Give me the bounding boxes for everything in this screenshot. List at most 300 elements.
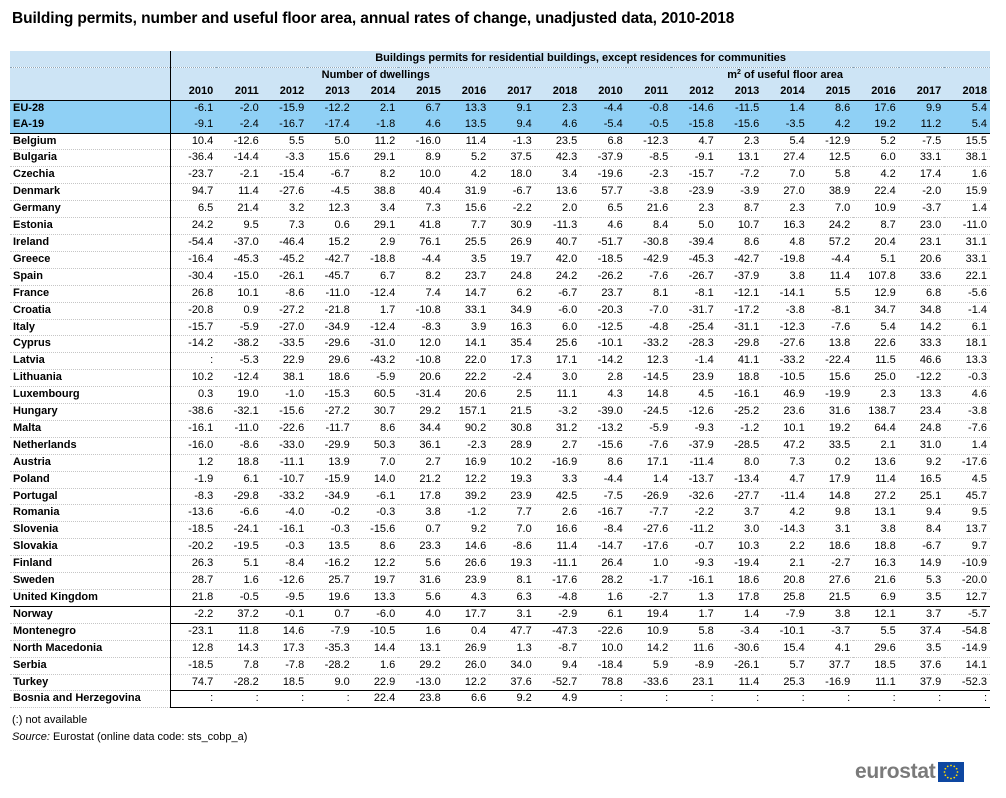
value-cell: 14.6 [444, 539, 490, 556]
value-cell: 3.1 [808, 522, 854, 539]
value-cell: 4.1 [808, 640, 854, 657]
year-header: 2010 [580, 84, 626, 100]
value-cell: -7.5 [899, 133, 945, 150]
value-cell: 26.8 [171, 285, 217, 302]
value-cell: -18.5 [171, 657, 217, 674]
value-cell: -16.0 [171, 437, 217, 454]
value-cell: -31.4 [398, 387, 444, 404]
value-cell: 20.6 [444, 387, 490, 404]
value-cell: -34.9 [307, 319, 353, 336]
group-header-dwellings: Number of dwellings [171, 67, 581, 83]
value-cell: 5.5 [262, 133, 308, 150]
value-cell: 13.5 [444, 117, 490, 133]
value-cell: 6.1 [216, 471, 262, 488]
value-cell: 23.0 [899, 218, 945, 235]
country-cell: Belgium [10, 133, 171, 150]
value-cell: 12.9 [853, 285, 899, 302]
value-cell: -2.4 [489, 370, 535, 387]
value-cell: 34.0 [489, 657, 535, 674]
value-cell: -3.4 [717, 623, 763, 640]
value-cell: -5.9 [353, 370, 399, 387]
value-cell: -4.4 [580, 471, 626, 488]
year-header: 2017 [489, 84, 535, 100]
year-header: 2012 [262, 84, 308, 100]
value-cell: 23.6 [762, 404, 808, 421]
value-cell: 22.0 [444, 353, 490, 370]
value-cell: 14.9 [899, 556, 945, 573]
value-cell: -8.4 [262, 556, 308, 573]
value-cell: 3.1 [489, 606, 535, 623]
value-cell: 11.5 [853, 353, 899, 370]
value-cell: 4.6 [580, 218, 626, 235]
value-cell: 9.1 [489, 100, 535, 116]
table-row [10, 336, 990, 353]
value-cell: -19.8 [762, 251, 808, 268]
value-cell: 19.0 [216, 387, 262, 404]
country-cell: Turkey [10, 674, 171, 691]
value-cell: 26.6 [444, 556, 490, 573]
value-cell: 37.6 [489, 674, 535, 691]
value-cell: -33.2 [762, 353, 808, 370]
value-cell: -2.0 [216, 100, 262, 116]
value-cell: 47.2 [762, 437, 808, 454]
value-cell: -26.7 [671, 268, 717, 285]
value-cell: -29.6 [307, 336, 353, 353]
value-cell: -37.9 [671, 437, 717, 454]
value-cell: 2.9 [353, 234, 399, 251]
value-cell: 9.2 [489, 691, 535, 708]
country-cell: Latvia [10, 353, 171, 370]
value-cell: 15.2 [307, 234, 353, 251]
value-cell: 18.8 [216, 454, 262, 471]
value-cell: 22.2 [444, 370, 490, 387]
value-cell: 24.2 [171, 218, 217, 235]
value-cell: 11.6 [671, 640, 717, 657]
value-cell: 17.4 [899, 167, 945, 184]
value-cell: 14.6 [262, 623, 308, 640]
value-cell: 18.5 [853, 657, 899, 674]
value-cell: 13.3 [444, 100, 490, 116]
country-cell: Spain [10, 268, 171, 285]
value-cell: 33.6 [899, 268, 945, 285]
value-cell: 6.0 [535, 319, 581, 336]
value-cell: -3.3 [262, 150, 308, 167]
value-cell: 38.1 [262, 370, 308, 387]
table-row [10, 268, 990, 285]
value-cell: -7.7 [626, 505, 672, 522]
value-cell: 18.6 [307, 370, 353, 387]
value-cell: -0.3 [353, 505, 399, 522]
value-cell: 6.7 [398, 100, 444, 116]
value-cell: 4.2 [762, 505, 808, 522]
table-row [10, 234, 990, 251]
value-cell: -10.8 [398, 302, 444, 319]
group-header-floor-area: $m^2$ of useful floor area [580, 67, 990, 83]
value-cell: 4.3 [580, 387, 626, 404]
value-cell: -29.9 [307, 437, 353, 454]
value-cell: -15.7 [171, 319, 217, 336]
value-cell: : [853, 691, 899, 708]
value-cell: 5.9 [626, 657, 672, 674]
value-cell: 0.2 [808, 454, 854, 471]
value-cell: 23.9 [444, 573, 490, 590]
value-cell: 19.7 [353, 573, 399, 590]
value-cell: -16.4 [171, 251, 217, 268]
value-cell: 0.9 [216, 302, 262, 319]
value-cell: 4.0 [398, 606, 444, 623]
value-cell: -11.7 [307, 420, 353, 437]
value-cell: -42.9 [626, 251, 672, 268]
value-cell: 9.4 [899, 505, 945, 522]
value-cell: 0.3 [171, 387, 217, 404]
value-cell: 10.3 [717, 539, 763, 556]
value-cell: -11.1 [262, 454, 308, 471]
value-cell: -31.7 [671, 302, 717, 319]
value-cell: 57.2 [808, 234, 854, 251]
value-cell: -7.9 [307, 623, 353, 640]
value-cell: : [171, 353, 217, 370]
value-cell: -8.3 [398, 319, 444, 336]
value-cell: 5.5 [808, 285, 854, 302]
eurostat-logo [855, 760, 964, 784]
value-cell: 0.6 [307, 218, 353, 235]
value-cell: 33.5 [808, 437, 854, 454]
value-cell: 8.6 [580, 454, 626, 471]
table-row [10, 573, 990, 590]
value-cell: 6.5 [171, 201, 217, 218]
value-cell: -0.7 [671, 539, 717, 556]
value-cell: 19.3 [489, 471, 535, 488]
value-cell: 23.7 [444, 268, 490, 285]
value-cell: -16.1 [171, 420, 217, 437]
value-cell: -1.8 [353, 117, 399, 133]
value-cell: -14.2 [580, 353, 626, 370]
value-cell: 25.1 [899, 488, 945, 505]
value-cell: 6.5 [580, 201, 626, 218]
value-cell: -4.0 [262, 505, 308, 522]
country-cell: Austria [10, 454, 171, 471]
value-cell: 12.3 [626, 353, 672, 370]
value-cell: -34.9 [307, 488, 353, 505]
value-cell: -16.9 [808, 674, 854, 691]
value-cell: 5.8 [671, 623, 717, 640]
value-cell: -33.0 [262, 437, 308, 454]
value-cell: 21.6 [626, 201, 672, 218]
value-cell: -52.7 [535, 674, 581, 691]
value-cell: 12.5 [808, 150, 854, 167]
value-cell: 38.9 [808, 184, 854, 201]
flag-star [956, 768, 958, 770]
value-cell: 37.9 [899, 674, 945, 691]
value-cell: -42.7 [717, 251, 763, 268]
value-cell: 33.3 [899, 336, 945, 353]
value-cell: 0.4 [444, 623, 490, 640]
value-cell: 4.6 [398, 117, 444, 133]
value-cell: 30.8 [489, 420, 535, 437]
table-row [10, 556, 990, 573]
value-cell: -23.7 [171, 167, 217, 184]
value-cell: 18.8 [717, 370, 763, 387]
value-cell: -5.7 [944, 606, 990, 623]
value-cell: -7.9 [762, 606, 808, 623]
value-cell: 18.6 [808, 539, 854, 556]
value-cell: 8.2 [353, 167, 399, 184]
value-cell: 25.3 [762, 674, 808, 691]
country-cell: Czechia [10, 167, 171, 184]
value-cell: 23.4 [899, 404, 945, 421]
value-cell: -2.3 [444, 437, 490, 454]
value-cell: -11.4 [671, 454, 717, 471]
flag-star [944, 771, 946, 773]
logo-wordmark: eurostat [855, 760, 936, 783]
value-cell: 26.4 [580, 556, 626, 573]
value-cell: 4.2 [853, 167, 899, 184]
value-cell: -12.4 [216, 370, 262, 387]
value-cell: -11.2 [671, 522, 717, 539]
country-cell: Sweden [10, 573, 171, 590]
value-cell: 64.4 [853, 420, 899, 437]
value-cell: 6.0 [853, 150, 899, 167]
value-cell: -35.3 [307, 640, 353, 657]
value-cell: -15.4 [262, 167, 308, 184]
value-cell: 29.2 [398, 404, 444, 421]
value-cell: 8.6 [353, 420, 399, 437]
value-cell: 5.4 [853, 319, 899, 336]
value-cell: -28.5 [717, 437, 763, 454]
country-cell: Croatia [10, 302, 171, 319]
value-cell: 1.6 [216, 573, 262, 590]
value-cell: -31.1 [717, 319, 763, 336]
value-cell: 25.8 [762, 590, 808, 607]
value-cell: 7.0 [353, 454, 399, 471]
value-cell: -12.5 [580, 319, 626, 336]
table-row [10, 623, 990, 640]
value-cell: -3.5 [762, 117, 808, 133]
value-cell: -7.8 [262, 657, 308, 674]
value-cell: 1.6 [398, 623, 444, 640]
value-cell: 1.7 [353, 302, 399, 319]
value-cell: 13.6 [853, 454, 899, 471]
value-cell: 1.7 [671, 606, 717, 623]
country-cell: Serbia [10, 657, 171, 674]
value-cell: -4.4 [808, 251, 854, 268]
value-cell: 34.8 [899, 302, 945, 319]
value-cell: 9.2 [899, 454, 945, 471]
value-cell: -22.6 [580, 623, 626, 640]
value-cell: 29.2 [398, 657, 444, 674]
value-cell: -8.1 [808, 302, 854, 319]
value-cell: 4.3 [444, 590, 490, 607]
table-row [10, 471, 990, 488]
country-cell: Italy [10, 319, 171, 336]
country-cell: EU-28 [10, 100, 171, 116]
value-cell: -22.6 [262, 420, 308, 437]
value-cell: 11.1 [853, 674, 899, 691]
value-cell: 15.6 [808, 370, 854, 387]
value-cell: 5.0 [307, 133, 353, 150]
value-cell: -31.0 [353, 336, 399, 353]
country-cell: Montenegro [10, 623, 171, 640]
value-cell: 1.4 [717, 606, 763, 623]
value-cell: -16.7 [580, 505, 626, 522]
value-cell: -12.1 [717, 285, 763, 302]
value-cell: -9.3 [671, 556, 717, 573]
value-cell: -18.8 [353, 251, 399, 268]
value-cell: -17.6 [944, 454, 990, 471]
country-cell: Lithuania [10, 370, 171, 387]
value-cell: 5.1 [853, 251, 899, 268]
value-cell: 13.8 [808, 336, 854, 353]
value-cell: 34.4 [398, 420, 444, 437]
value-cell: 1.3 [671, 590, 717, 607]
country-cell: Malta [10, 420, 171, 437]
value-cell: -2.7 [626, 590, 672, 607]
value-cell: 2.0 [535, 201, 581, 218]
table-row [10, 201, 990, 218]
value-cell: 14.3 [216, 640, 262, 657]
value-cell: 4.6 [535, 117, 581, 133]
value-cell: 9.0 [307, 674, 353, 691]
value-cell: -13.4 [717, 471, 763, 488]
value-cell: -37.0 [216, 234, 262, 251]
value-cell: -7.0 [626, 302, 672, 319]
value-cell: -0.1 [262, 606, 308, 623]
value-cell: -1.7 [626, 573, 672, 590]
value-cell: 40.7 [535, 234, 581, 251]
value-cell: -27.0 [262, 319, 308, 336]
value-cell: 1.4 [944, 437, 990, 454]
value-cell: 12.0 [398, 336, 444, 353]
value-cell: 14.8 [626, 387, 672, 404]
value-cell: : [944, 691, 990, 708]
table-row [10, 454, 990, 471]
value-cell: -28.2 [216, 674, 262, 691]
value-cell: 4.2 [444, 167, 490, 184]
value-cell: -17.4 [307, 117, 353, 133]
value-cell: 7.0 [762, 167, 808, 184]
value-cell: 14.1 [944, 657, 990, 674]
value-cell: -54.4 [171, 234, 217, 251]
value-cell: 23.1 [671, 674, 717, 691]
flag-star [945, 774, 947, 776]
value-cell: -7.6 [626, 437, 672, 454]
value-cell: -26.1 [262, 268, 308, 285]
value-cell: 14.8 [808, 488, 854, 505]
year-header: 2018 [944, 84, 990, 100]
value-cell: 25.7 [307, 573, 353, 590]
value-cell: 5.2 [853, 133, 899, 150]
value-cell: 21.5 [808, 590, 854, 607]
value-cell: 47.7 [489, 623, 535, 640]
value-cell: : [808, 691, 854, 708]
value-cell: 46.6 [899, 353, 945, 370]
value-cell: -15.3 [307, 387, 353, 404]
value-cell: 22.9 [262, 353, 308, 370]
country-cell: Estonia [10, 218, 171, 235]
value-cell: 24.2 [808, 218, 854, 235]
value-cell: 10.2 [489, 454, 535, 471]
value-cell: -28.3 [671, 336, 717, 353]
value-cell: 3.8 [853, 522, 899, 539]
value-cell: -2.4 [216, 117, 262, 133]
value-cell: 2.3 [717, 133, 763, 150]
value-cell: 74.7 [171, 674, 217, 691]
value-cell: 4.8 [762, 234, 808, 251]
value-cell: 10.9 [853, 201, 899, 218]
value-cell: -1.0 [262, 387, 308, 404]
value-cell: : [671, 691, 717, 708]
value-cell: -11.0 [307, 285, 353, 302]
value-cell: 11.4 [535, 539, 581, 556]
value-cell: 11.8 [216, 623, 262, 640]
value-cell: 42.5 [535, 488, 581, 505]
value-cell: 17.9 [808, 471, 854, 488]
value-cell: 1.4 [626, 471, 672, 488]
value-cell: -15.9 [262, 100, 308, 116]
year-header: 2014 [353, 84, 399, 100]
value-cell: 12.3 [307, 201, 353, 218]
value-cell: 3.4 [535, 167, 581, 184]
table-row [10, 539, 990, 556]
value-cell: 6.2 [489, 285, 535, 302]
value-cell: 6.1 [580, 606, 626, 623]
value-cell: -24.1 [216, 522, 262, 539]
value-cell: 7.7 [444, 218, 490, 235]
value-cell: 26.9 [489, 234, 535, 251]
value-cell: -10.8 [398, 353, 444, 370]
value-cell: -3.7 [808, 623, 854, 640]
value-cell: 23.5 [535, 133, 581, 150]
value-cell: 107.8 [853, 268, 899, 285]
value-cell: 8.2 [398, 268, 444, 285]
value-cell: 14.1 [444, 336, 490, 353]
value-cell: 3.4 [353, 201, 399, 218]
year-header: 2010 [171, 84, 217, 100]
value-cell: 8.0 [717, 454, 763, 471]
value-cell: 9.4 [489, 117, 535, 133]
value-cell: 13.3 [899, 387, 945, 404]
value-cell: 13.3 [944, 353, 990, 370]
value-cell: 5.4 [944, 100, 990, 116]
value-cell: -11.1 [535, 556, 581, 573]
value-cell: -8.9 [671, 657, 717, 674]
value-cell: 12.7 [944, 590, 990, 607]
value-cell: 17.3 [262, 640, 308, 657]
super-header: Buildings permits for residential buildings, except residences for communities [171, 51, 990, 67]
value-cell: -23.9 [671, 184, 717, 201]
value-cell: 138.7 [853, 404, 899, 421]
value-cell: -12.2 [899, 370, 945, 387]
flag-star [951, 778, 953, 780]
value-cell: 9.5 [944, 505, 990, 522]
value-cell: 25.5 [444, 234, 490, 251]
value-cell: -14.6 [671, 100, 717, 116]
value-cell: -39.4 [671, 234, 717, 251]
value-cell: : [216, 691, 262, 708]
value-cell: 33.1 [944, 251, 990, 268]
table-row [10, 251, 990, 268]
value-cell: -7.6 [626, 268, 672, 285]
value-cell: 50.3 [353, 437, 399, 454]
value-cell: 3.5 [444, 251, 490, 268]
value-cell: 30.9 [489, 218, 535, 235]
value-cell: -2.9 [535, 606, 581, 623]
value-cell: -4.4 [398, 251, 444, 268]
value-cell: 1.3 [489, 640, 535, 657]
value-cell: 16.9 [444, 454, 490, 471]
value-cell: -17.2 [717, 302, 763, 319]
value-cell: -30.8 [626, 234, 672, 251]
